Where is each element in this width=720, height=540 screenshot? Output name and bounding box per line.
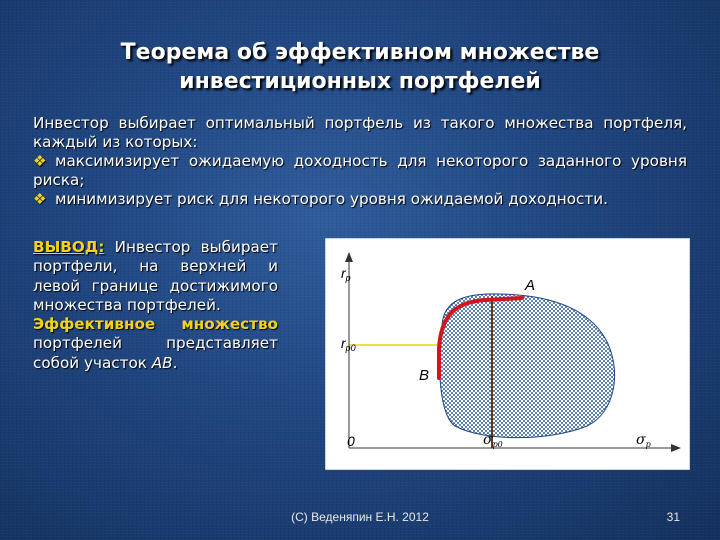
efficient-set-body: портфелей представляет собой участок bbox=[33, 334, 278, 372]
intro-text bbox=[33, 114, 687, 209]
sentence-end: . bbox=[172, 353, 178, 372]
bullet-text-1: максимизирует ожидаемую доходность для некоторого заданного уровня риска; bbox=[33, 152, 687, 189]
bullet-item-2 bbox=[33, 190, 687, 209]
diamond-bullet-icon: ❖ bbox=[33, 190, 47, 208]
title-line-2: инвестиционных портфелей bbox=[179, 69, 541, 94]
x-axis-label: $\sigma_p$ bbox=[636, 432, 651, 449]
point-a-label: A bbox=[525, 277, 536, 294]
point-b-label: B bbox=[419, 367, 430, 384]
footer-credit: (C) Веденяпин Е.Н. 2012 bbox=[291, 510, 429, 524]
conclusion-text bbox=[33, 238, 278, 373]
bullet-item-1 bbox=[33, 152, 687, 190]
title-line-1: Теорема об эффективном множестве bbox=[120, 40, 600, 65]
r-p0-label: $r_{p0}$ bbox=[341, 335, 356, 353]
conclusion-paragraph bbox=[33, 238, 278, 315]
segment-ab: AB bbox=[151, 353, 173, 372]
efficient-frontier-diagram bbox=[325, 238, 690, 470]
bullet-text-2: минимизирует риск для некоторого уровня ожидаемой доходности. bbox=[55, 190, 608, 208]
origin-label: 0 bbox=[347, 433, 355, 449]
diagram-svg bbox=[325, 238, 690, 470]
sigma-p0-label: $\sigma_{p0}$ bbox=[483, 432, 503, 449]
diamond-bullet-icon: ❖ bbox=[33, 152, 47, 170]
intro-lead: Инвестор выбирает оптимальный портфель из такого множества портфеля, каждый из которых: bbox=[33, 114, 687, 151]
y-axis-label: $r_p$ bbox=[341, 265, 351, 283]
slide-title bbox=[0, 38, 720, 96]
efficient-set-paragraph bbox=[33, 315, 278, 373]
conclusion-label: ВЫВОД: bbox=[33, 238, 105, 256]
efficient-set-label: Эффективное множество bbox=[33, 315, 278, 334]
conclusion-body: Инвестор выбирает портфели, на верхней и левой границе достижимого множества портфелей. bbox=[33, 238, 278, 314]
page-number: 31 bbox=[666, 510, 680, 524]
